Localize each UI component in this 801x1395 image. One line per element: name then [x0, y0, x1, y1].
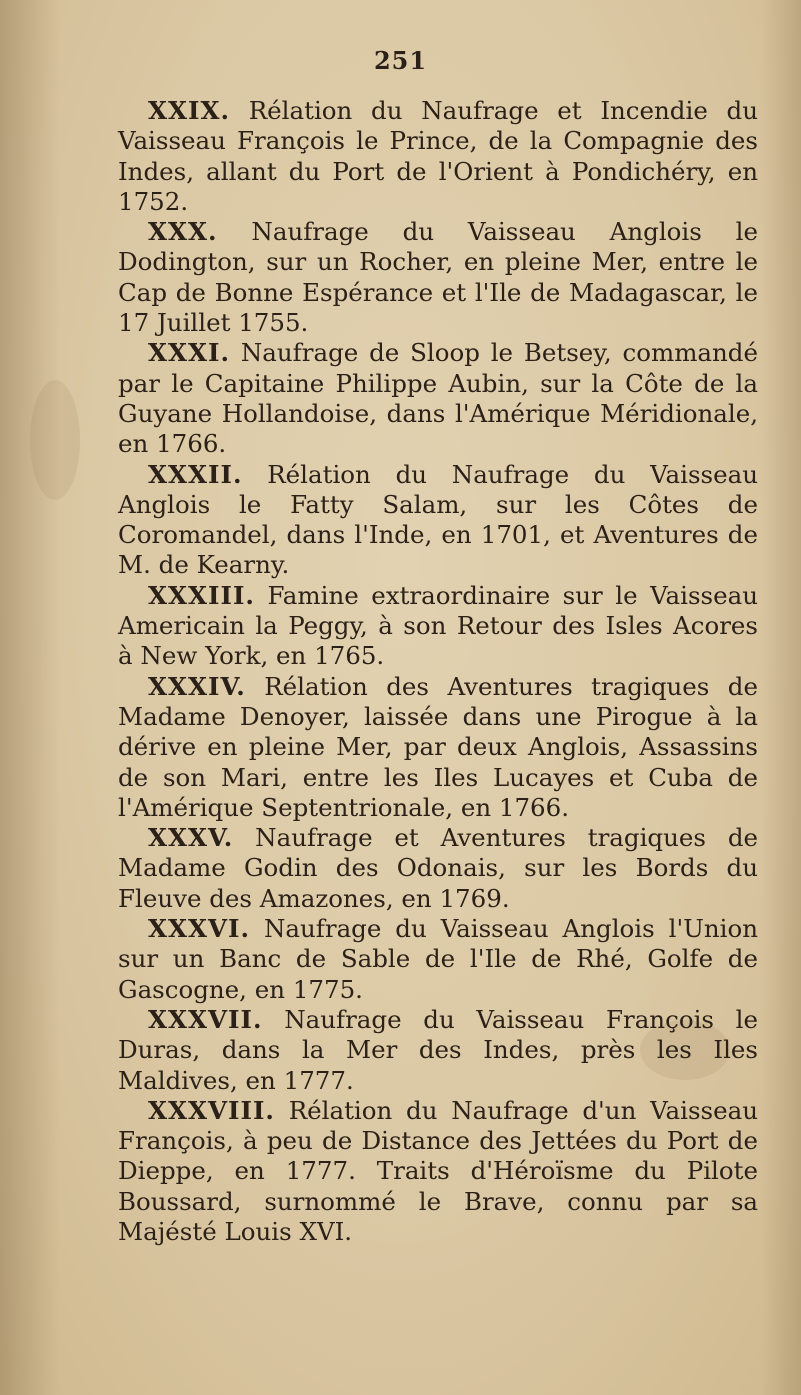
entry-text: Rélation du Naufrage d'un Vaisseau François, à peu de Distance des Jettées du Port de Dieppe, en 1777. Traits d'Héroïsme du Pilote Boussard, surnommé le Brave, connu par sa Majésté Louis XVI. [118, 1095, 759, 1246]
entry-numeral: XXXVI. [148, 914, 251, 944]
entry-numeral: XXXIV. [148, 671, 246, 701]
list-item [118, 1005, 758, 1096]
entry-numeral: XXIX. [148, 96, 231, 125]
entry-text: Rélation du Naufrage du Vaisseau Anglois le Fatty Salam, sur les Côtes de Coromandel, dans l'Inde, en 1701, et Aventures de M. de Kearny. [118, 459, 759, 580]
paper-stain [30, 380, 80, 500]
entry-numeral: XXX. [148, 217, 218, 247]
page-number: 251 [373, 46, 428, 75]
entry-text: Naufrage de Sloop le Betsey, commandé par le Capitaine Philippe Aubin, sur la Côte de la Guyane Hollandoise, dans l'Amérique Méridionale, en 1766. [118, 338, 758, 459]
list-item [118, 581, 758, 672]
list-item [118, 460, 758, 581]
entry-text: Naufrage du Vaisseau Anglois le Dodington, sur un Rocher, en pleine Mer, entre le Cap de Bonne Espérance et l'Ile de Madagascar, le 17 Juillet 1755. [118, 217, 758, 338]
entry-text: Naufrage du Vaisseau François le Duras, dans la Mer des Indes, près les Iles Maldives, en 1777. [118, 1004, 758, 1095]
entry-text: Rélation des Aventures tragiques de Madame Denoyer, laissée dans une Pirogue à la dérive en pleine Mer, par deux Anglois, Assassins de son Mari, entre les Iles Lucayes et Cuba de l'Amérique Septentrionale, en 1766. [118, 671, 758, 822]
entry-numeral: XXXVII. [148, 1004, 263, 1034]
list-item [118, 1096, 758, 1247]
entry-text: Naufrage et Aventures tragiques de Madame Godin des Odonais, sur les Bords du Fleuve des Amazones, en 1769. [118, 823, 758, 913]
page-edge-shadow-left [0, 0, 60, 1395]
list-item [118, 672, 758, 823]
entry-text: Rélation du Naufrage et Incendie du Vaisseau François le Prince, de la Compagnie des Indes, allant du Port de l'Orient à Pondichéry, en 1752. [118, 96, 758, 216]
list-item [118, 823, 758, 914]
list-item [118, 217, 758, 338]
entry-numeral: XXXVIII. [148, 1095, 275, 1125]
entry-text: Naufrage du Vaisseau Anglois l'Union sur un Banc de Sable de l'Ile de Rhé, Golfe de Gascogne, en 1775. [118, 914, 758, 1004]
table-of-contents-list [118, 96, 758, 1247]
page-edge-shadow-right [761, 0, 801, 1395]
entry-numeral: XXXII. [148, 459, 243, 489]
entry-numeral: XXXI. [148, 338, 231, 368]
list-item [118, 914, 758, 1005]
list-item [118, 338, 758, 459]
entry-numeral: XXXIII. [148, 580, 255, 610]
entry-text: Famine extraordinaire sur le Vaisseau Americain la Peggy, à son Retour des Isles Acores à New York, en 1765. [118, 580, 758, 671]
entry-numeral: XXXV. [148, 823, 234, 853]
list-item [118, 96, 758, 217]
